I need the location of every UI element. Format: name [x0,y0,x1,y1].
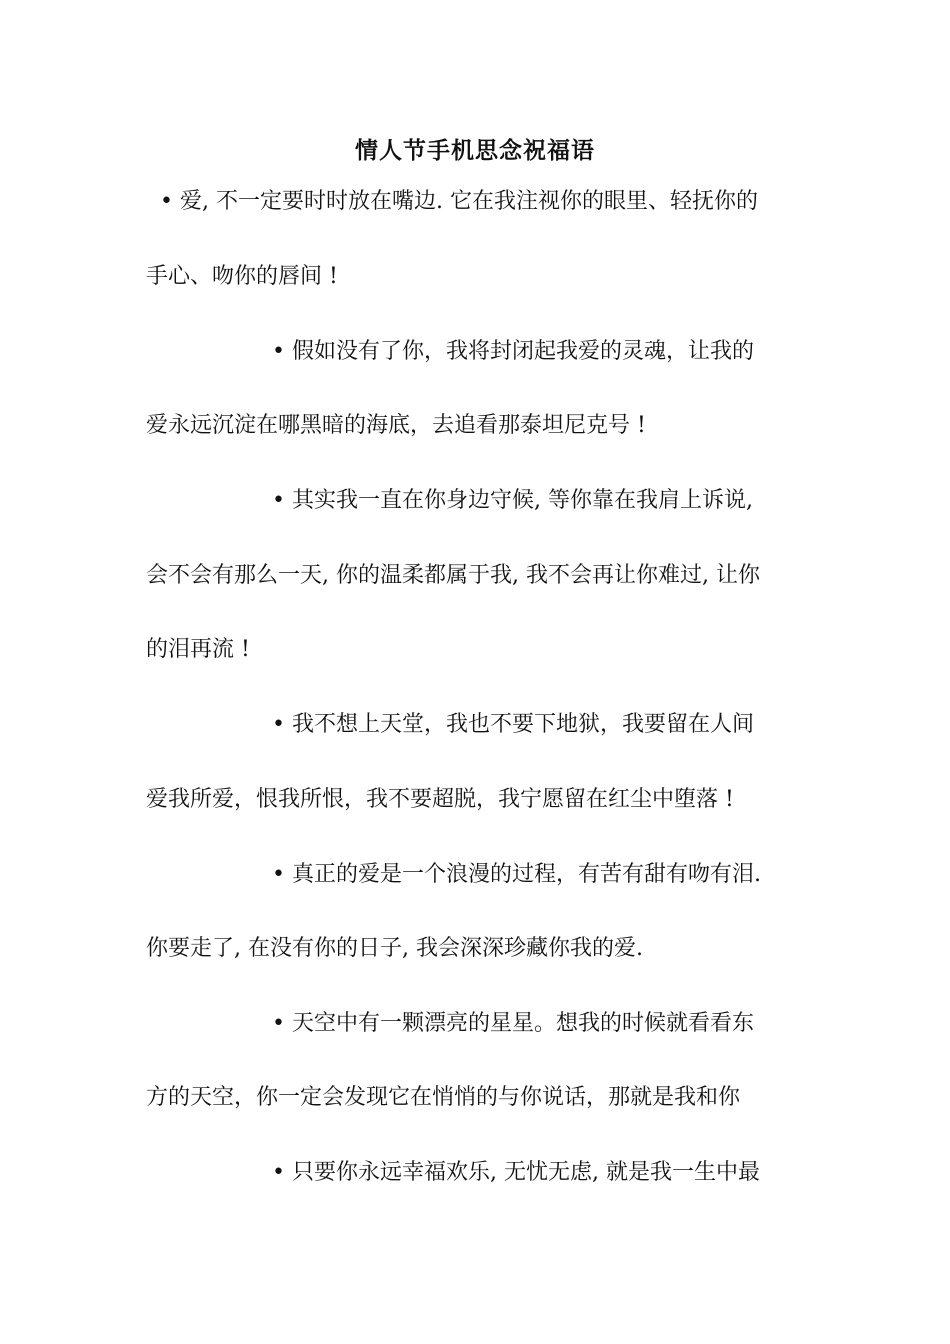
text-line: • 真正的爱是一个浪漫的过程，有苦有甜有吻有泪. [272,862,761,887]
text-line: 爱我所爱，恨我所恨，我不要超脱，我宁愿留在红尘中堕落 ! [146,787,734,812]
text-line: • 假如没有了你，我将封闭起我爱的灵魂，让我的 [272,339,754,364]
text-line: • 天空中有一颗漂亮的星星。想我的时候就看看东 [272,1011,754,1036]
text-line: 你要走了, 在没有你的日子, 我会深深珍藏你我的爱. [146,936,643,961]
document-title: 情人节手机思念祝福语 [355,137,595,164]
text-line: 的泪再流 ! [146,637,250,662]
text-line: 爱永远沉淀在哪黑暗的海底，去追看那泰坦尼克号 ! [146,413,646,438]
text-line: 手心、吻你的唇间 ! [146,264,338,289]
text-line: • 爱, 不一定要时时放在嘴边. 它在我注视你的眼里、轻抚你的 [160,189,758,214]
text-line: • 只要你永远幸福欢乐, 无忧无虑, 就是我一生中最 [272,1160,760,1185]
text-line: • 我不想上天堂，我也不要下地狱，我要留在人间 [272,712,754,737]
text-line: 会不会有那么一天, 你的温柔都属于我, 我不会再让你难过, 让你 [146,563,760,588]
text-line: • 其实我一直在你身边守候, 等你靠在我肩上诉说, [272,488,753,513]
text-line: 方的天空，你一定会发现它在悄悄的与你说话，那就是我和你 [146,1085,741,1110]
